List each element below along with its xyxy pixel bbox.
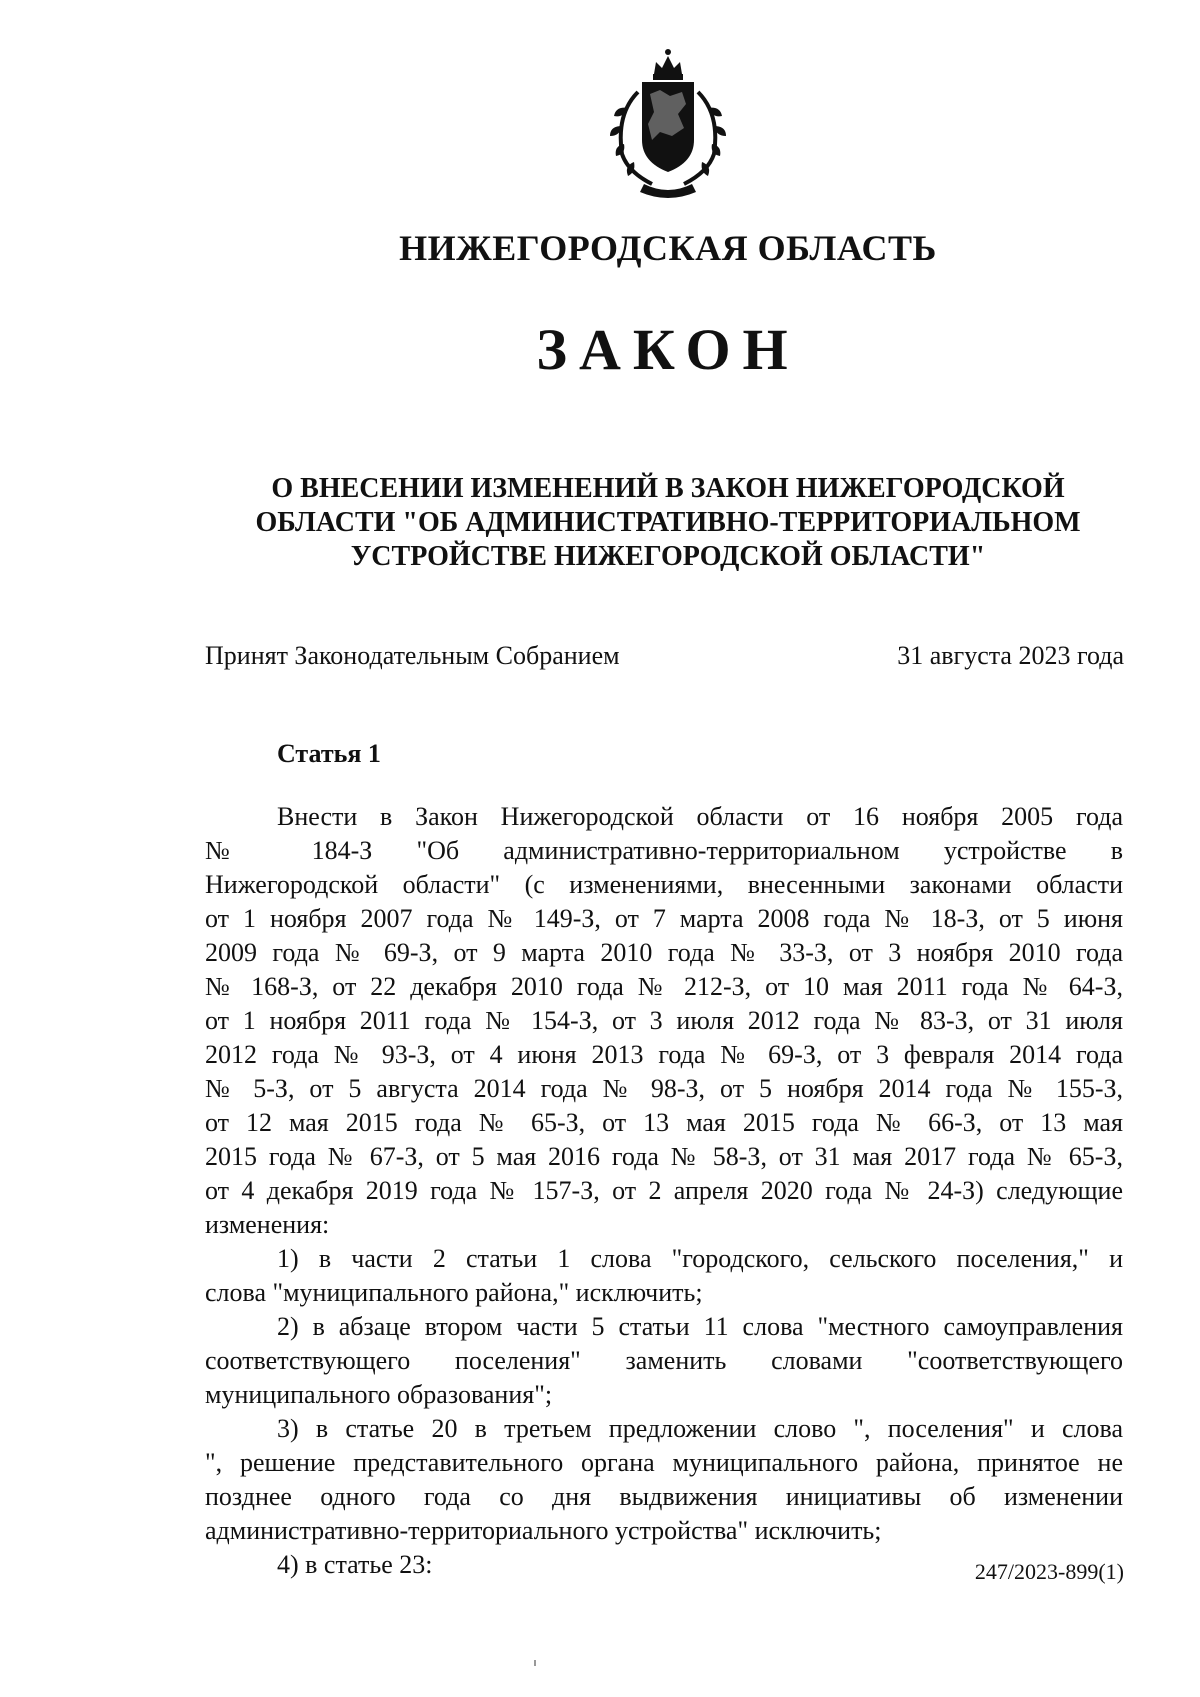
law-title-line: ОБЛАСТИ "ОБ АДМИНИСТРАТИВНО-ТЕРРИТОРИАЛЬНОМ [255, 507, 1081, 538]
law-title-line: УСТРОЙСТВЕ НИЖЕГОРОДСКОЙ ОБЛАСТИ" [350, 541, 986, 572]
body-line: соответствующего поселения" заменить словами "соответствующего [205, 1346, 1123, 1375]
body-line: 1) в части 2 статьи 1 слова "городского, сельского поселения," и [277, 1244, 1123, 1273]
body-line: слова "муниципального района," исключить; [205, 1278, 703, 1307]
body-line: от 1 ноября 2007 года № 149-З, от 7 марта 2008 года № 18-З, от 5 июня [205, 904, 1123, 933]
body-line: изменения: [205, 1210, 330, 1239]
body-line: 3) в статье 20 в третьем предложении слово ", поселения" и слова [277, 1414, 1123, 1443]
scan-mark [534, 1660, 536, 1666]
body-line: от 1 ноября 2011 года № 154-З, от 3 июля 2012 года № 83-З, от 31 июля [205, 1006, 1123, 1035]
document-type: ЗАКОН [536, 317, 800, 382]
body-line: от 12 мая 2015 года № 65-З, от 13 мая 2015 года № 66-З, от 13 мая [205, 1108, 1123, 1137]
body-line: муниципального образования"; [205, 1380, 553, 1409]
law-title-line: О ВНЕСЕНИИ ИЗМЕНЕНИЙ В ЗАКОН НИЖЕГОРОДСКОЙ [271, 473, 1065, 504]
adopted-by: Принят Законодательным Собранием [205, 641, 620, 670]
body-line: № 5-З, от 5 августа 2014 года № 98-З, от 5 ноября 2014 года № 155-З, [205, 1074, 1123, 1103]
body-line: ", решение представительного органа муниципального района, принятое не [205, 1448, 1123, 1477]
document-code: 247/2023-899(1) [974, 1559, 1124, 1584]
law-title [200, 472, 1136, 574]
body-line: Нижегородской области" (с изменениями, внесенными законами области [205, 870, 1123, 899]
body-line: № 168-З, от 22 декабря 2010 года № 212-З, от 10 мая 2011 года № 64-З, [205, 972, 1123, 1001]
body-line: 2012 года № 93-З, от 4 июня 2013 года № 69-З, от 3 февраля 2014 года [205, 1040, 1123, 1069]
adoption-date: 31 августа 2023 года [897, 641, 1124, 670]
body-line: позднее одного года со дня выдвижения инициативы об изменении [205, 1482, 1123, 1511]
body-line: от 4 декабря 2019 года № 157-З, от 2 апреля 2020 года № 24-З) следующие [205, 1176, 1123, 1205]
region-name: НИЖЕГОРОДСКАЯ ОБЛАСТЬ [399, 228, 937, 268]
body-line: 2015 года № 67-З, от 5 мая 2016 года № 58-З, от 31 мая 2017 года № 65-З, [205, 1142, 1123, 1171]
article-heading: Статья 1 [277, 739, 381, 768]
body-line: № 184-З "Об административно-территориальном устройстве в [205, 836, 1123, 865]
article-body [205, 800, 1123, 1582]
body-line: административно-территориального устройства" исключить; [205, 1516, 882, 1545]
body-line: 4) в статье 23: [277, 1550, 433, 1579]
body-line: 2009 года № 69-З, от 9 марта 2010 года № 33-З, от 3 ноября 2010 года [205, 938, 1123, 967]
body-line: Внести в Закон Нижегородской области от 16 ноября 2005 года [277, 802, 1123, 831]
coat-of-arms-icon [598, 44, 738, 200]
body-line: 2) в абзаце втором части 5 статьи 11 слова "местного самоуправления [277, 1312, 1123, 1341]
